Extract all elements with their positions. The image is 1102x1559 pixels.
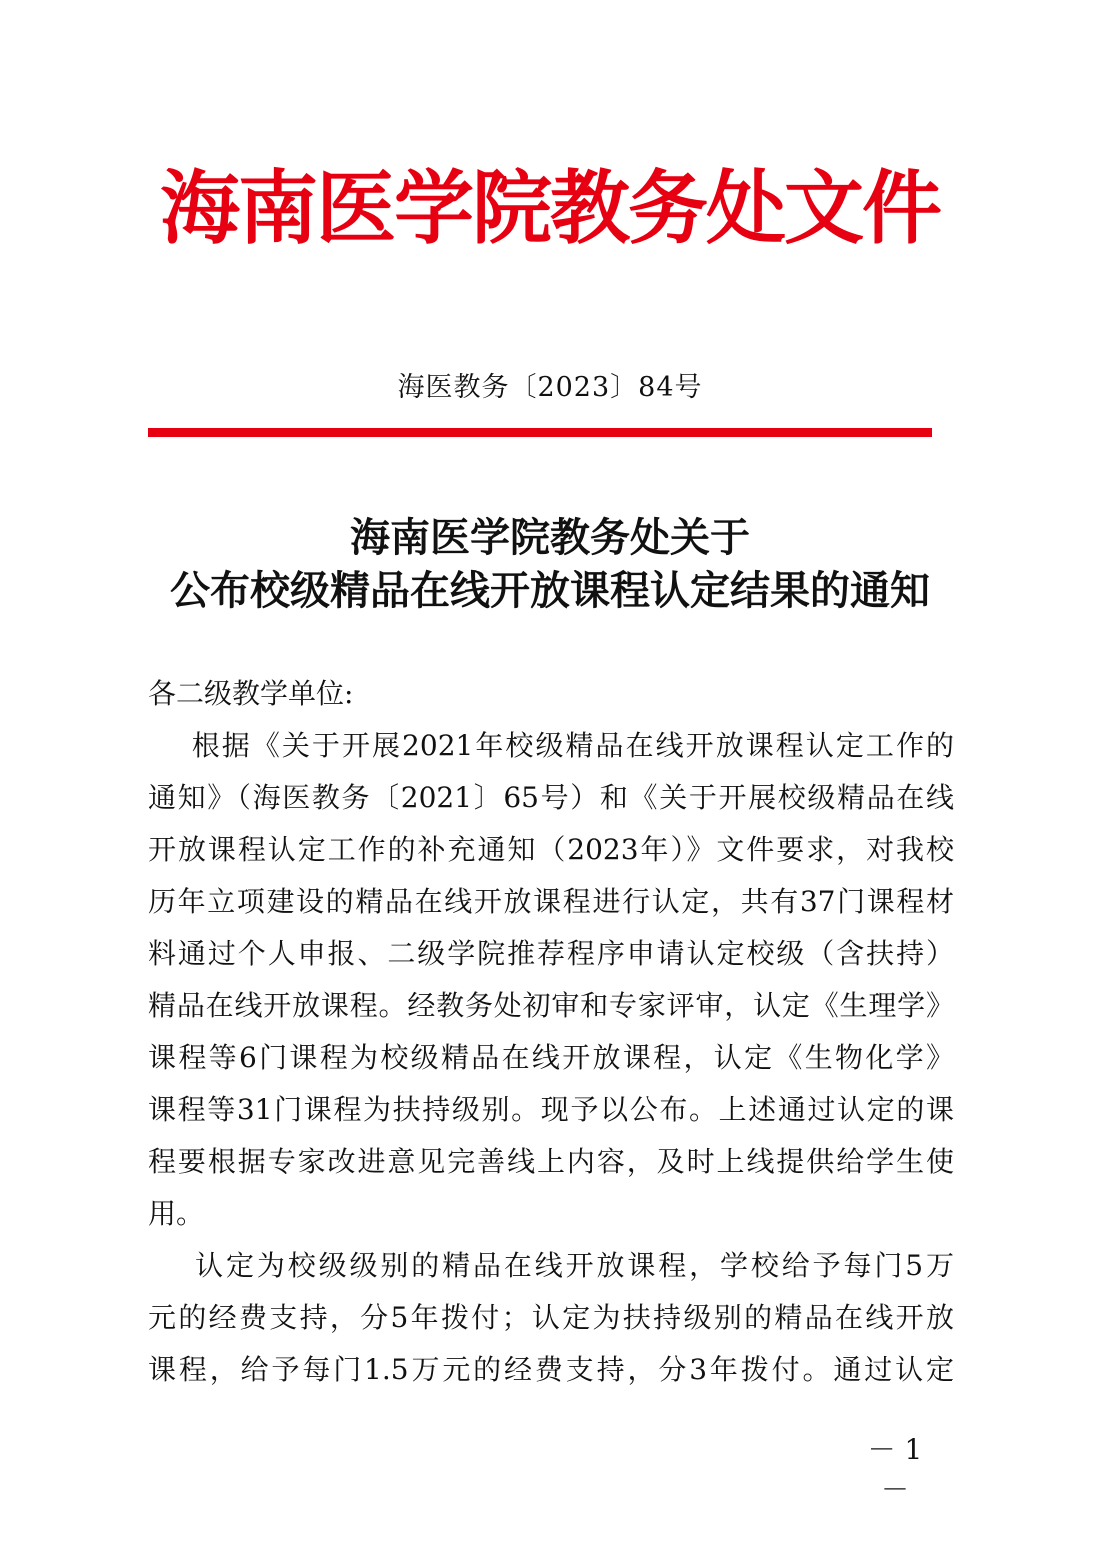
paragraph-1-line-2: 通知》（海医教务〔2021〕65号）和《关于开展校级精品在线 [148, 781, 954, 814]
paragraph-1-line-4: 历年立项建设的精品在线开放课程进行认定，共有37门课程材 [148, 885, 954, 918]
paragraph-1-line-10: 用。 [148, 1197, 205, 1230]
paragraph-1-line-5: 料通过个人申报、二级学院推荐程序申请认定校级（含扶持） [148, 937, 954, 970]
paragraph-1-line-1: 根据《关于开展2021年校级精品在线开放课程认定工作的 [148, 729, 954, 762]
red-divider-line [148, 428, 932, 437]
page-number: － 1 － [867, 1433, 923, 1506]
notice-title-line-2: 公布校级精品在线开放课程认定结果的通知 [170, 567, 930, 614]
paragraph-1-line-9: 程要根据专家改进意见完善线上内容，及时上线提供给学生使 [148, 1145, 954, 1178]
paragraph-1-line-8: 课程等31门课程为扶持级别。现予以公布。上述通过认定的课 [148, 1093, 954, 1126]
paragraph-1-line-7: 课程等6门课程为校级精品在线开放课程，认定《生物化学》 [148, 1041, 954, 1074]
paragraph-2-line-1: 认定为校级级别的精品在线开放课程，学校给予每门5万 [148, 1249, 954, 1282]
salutation: 各二级教学单位: [148, 677, 354, 710]
paragraph-1-line-3: 开放课程认定工作的补充通知（2023年）》文件要求，对我校 [148, 833, 954, 866]
paragraph-2-line-2: 元的经费支持，分5年拨付；认定为扶持级别的精品在线开放 [148, 1301, 954, 1334]
paragraph-1-line-6: 精品在线开放课程。经教务处初审和专家评审，认定《生理学》 [148, 989, 954, 1022]
notice-title-line-1: 海南医学院教务处关于 [350, 514, 750, 561]
paragraph-2-line-3: 课程，给予每门1.5万元的经费支持，分3年拨付。通过认定 [148, 1353, 954, 1386]
document-header-title: 海南医学院教务处文件 [160, 161, 940, 255]
document-number: 海医教务〔2023〕84号 [397, 372, 703, 403]
